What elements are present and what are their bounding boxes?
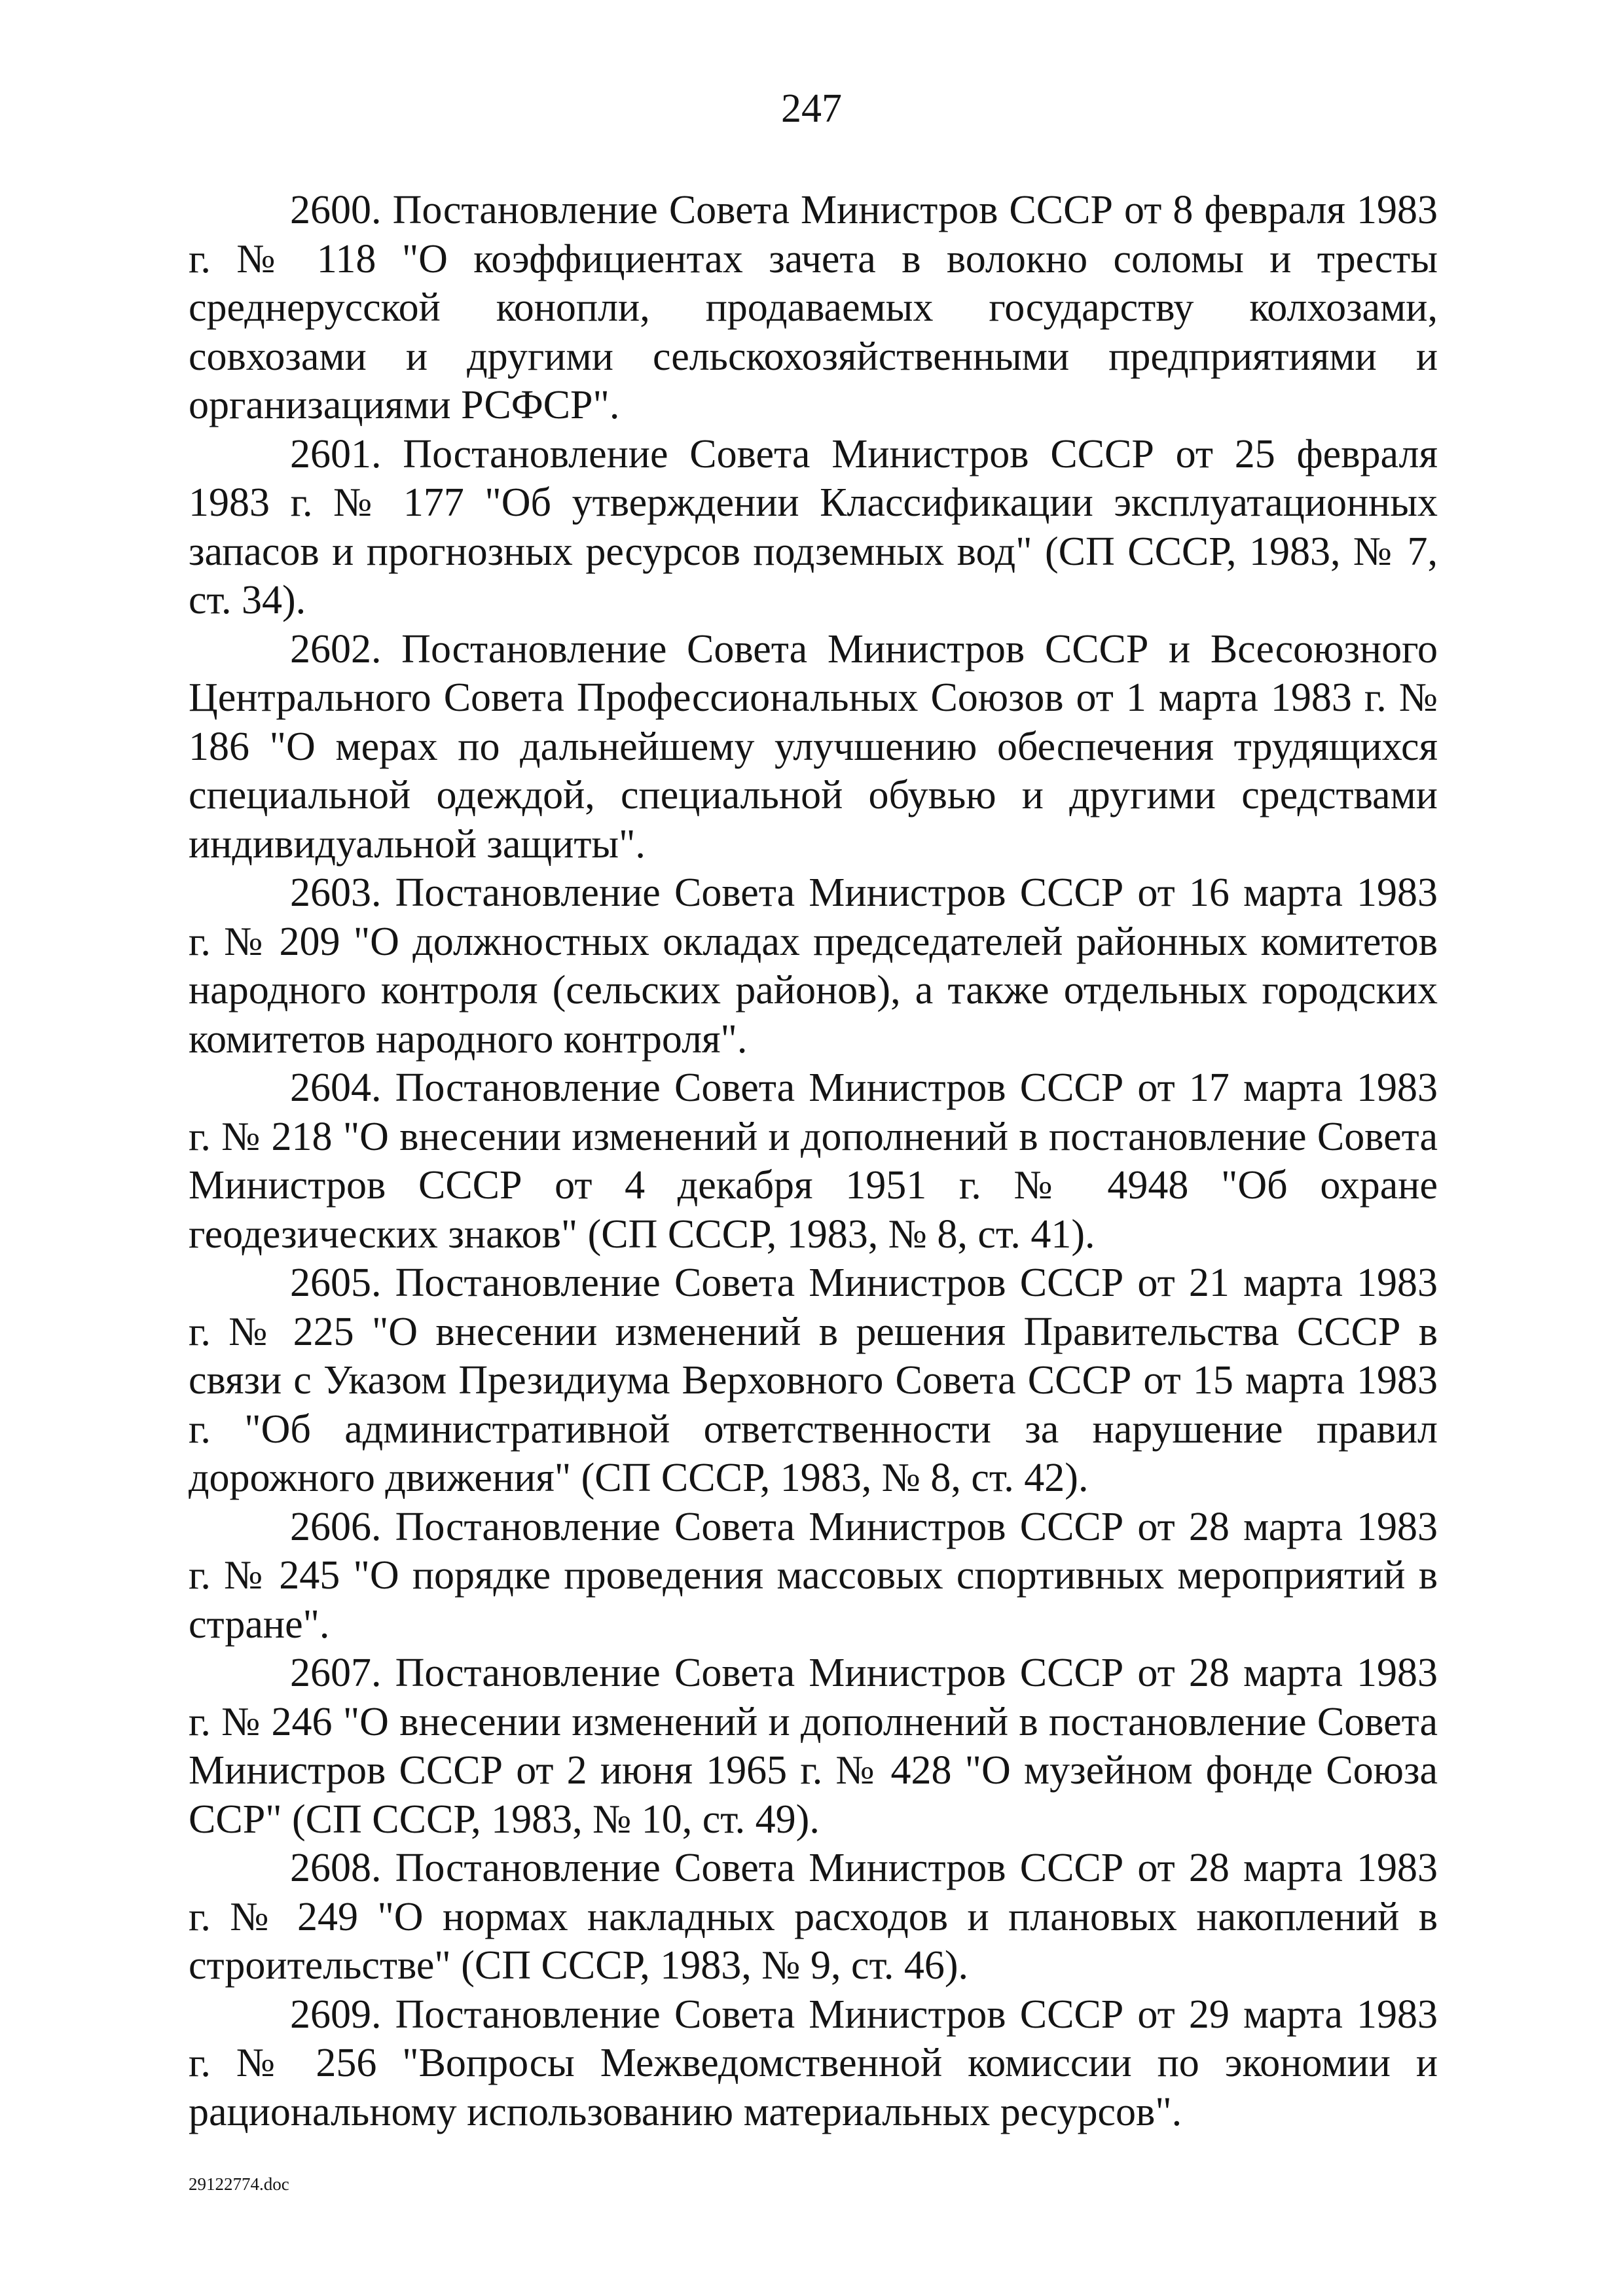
- entry-2606: 2606. Постановление Совета Министров СССР от 28 марта 1983 г. № 245 "О порядке проведения массовых спортивных мероприятий в стране".: [189, 1504, 1438, 1647]
- entry-2603: 2603. Постановление Совета Министров СССР от 16 марта 1983 г. № 209 "О должностных окладах председателей районных комитетов народного контроля (сельских районов), а также отдельных городских комитетов народного контроля".: [189, 870, 1438, 1062]
- entry-2602: 2602. Постановление Совета Министров СССР и Всесоюзного Центрального Совета Профессиональных Союзов от 1 марта 1983 г. № 186 "О мерах по дальнейшему улучшению обеспечения трудящихся специальной одеждой, специальной обувью и другими средствами индивидуальной защиты".: [189, 626, 1438, 867]
- document-filename: 29122774.doc: [189, 2174, 289, 2194]
- entry-2608: 2608. Постановление Совета Министров СССР от 28 марта 1983 г. № 249 "О нормах накладных расходов и плановых накоплений в строительстве" (СП СССР, 1983, № 9, ст. 46).: [189, 1846, 1438, 1988]
- document-body: [189, 186, 1438, 2136]
- entry-2609: 2609. Постановление Совета Министров СССР от 29 марта 1983 г. № 256 "Вопросы Межведомственной комиссии по экономии и рациональному использованию материальных ресурсов".: [189, 1992, 1438, 2134]
- entry-2607: 2607. Постановление Совета Министров СССР от 28 марта 1983 г. № 246 "О внесении изменений и дополнений в постановление Совета Министров СССР от 2 июня 1965 г. № 428 "О музейном фонде Союза ССР" (СП СССР, 1983, № 10, ст. 49).: [189, 1651, 1438, 1842]
- page-number: 247: [781, 86, 842, 131]
- entry-2601: 2601. Постановление Совета Министров СССР от 25 февраля 1983 г. № 177 "Об утверждении Классификации эксплуатационных запасов и прогнозных ресурсов подземных вод" (СП СССР, 1983, № 7, ст. 34).: [189, 431, 1438, 622]
- entry-2600: 2600. Постановление Совета Министров СССР от 8 февраля 1983 г. № 118 "О коэффициентах зачета в волокно соломы и тресты среднерусской конопли, продаваемых государству колхозами, совхозами и другими сельскохозяйственными предприятиями и организациями РСФСР".: [189, 188, 1438, 427]
- entry-2604: 2604. Постановление Совета Министров СССР от 17 марта 1983 г. № 218 "О внесении изменений и дополнений в постановление Совета Министров СССР от 4 декабря 1951 г. № 4948 "Об охране геодезических знаков" (СП СССР, 1983, № 8, ст. 41).: [189, 1066, 1438, 1257]
- entry-2605: 2605. Постановление Совета Министров СССР от 21 марта 1983 г. № 225 "О внесении изменений в решения Правительства СССР в связи с Указом Президиума Верховного Совета СССР от 15 марта 1983 г. "Об административной ответственности за нарушение правил дорожного движения" (СП СССР, 1983, № 8, ст. 42).: [189, 1261, 1438, 1500]
